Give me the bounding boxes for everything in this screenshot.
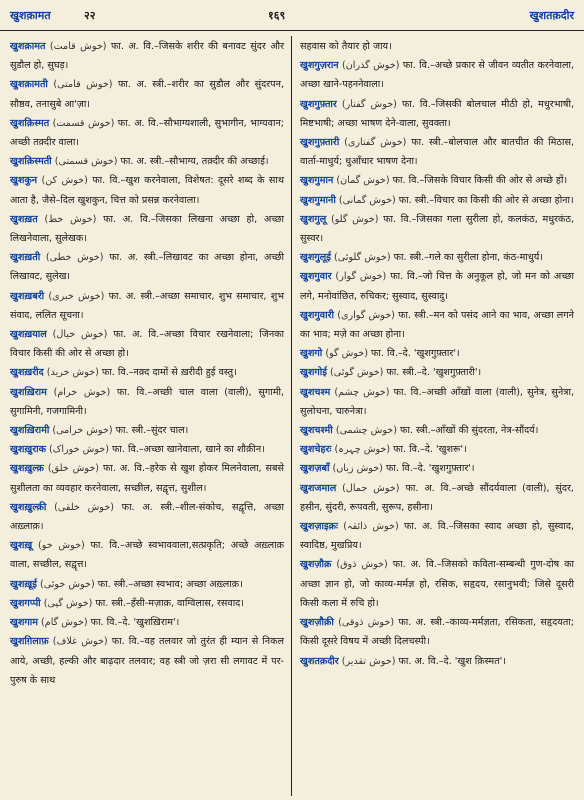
entry-urdu-spelling: (خوش زباں) (329, 463, 386, 475)
dictionary-entry (10, 440, 284, 459)
entry-urdu-spelling: (خوش خو) (32, 540, 91, 552)
entry-headword: खुशक़ामत (10, 41, 46, 52)
entry-urdu-spelling: (خوش جمال) (336, 482, 406, 494)
dictionary-entry (10, 171, 284, 209)
dictionary-entry (300, 613, 574, 651)
entry-urdu-spelling: (خوش خرام) (46, 386, 117, 398)
entry-urdu-spelling: (خوش گوئی) (326, 367, 387, 379)
entry-definition: फा. वि.–जिसका गला सुरीला हो, कलकंठ, मधुरकंठ, सुस्वर। (300, 213, 575, 245)
entry-definition: फा. अ. वि.–अच्छे सौंदर्यवाला (वाली), सुंदर, हसीन, सुंदरी, रूपवती, सुरूप, हसीना। (300, 482, 574, 513)
dictionary-entry (10, 75, 284, 113)
dictionary-entry (300, 517, 574, 555)
entry-definition: फा. स्त्री.–सुंदर चाल। (115, 425, 189, 437)
dictionary-entry (10, 459, 284, 497)
entry-urdu-spelling: (خوش قامت) (45, 41, 111, 52)
entry-headword: खुशक़िस्मती (10, 156, 52, 168)
entry-urdu-spelling: (خوش گمانی) (335, 194, 399, 206)
entry-headword: खुशख़िरामी (10, 425, 50, 437)
entry-definition: फा. अ. वि.–जिसका स्वाद अच्छा हो, सुस्वाद, स्वादिष्ठ, मुखप्रिय। (300, 521, 575, 552)
entry-urdu-spelling: (خوش خوراک) (46, 444, 113, 456)
entry-urdu-spelling: (خوش خلق) (43, 463, 103, 475)
entry-headword: खुशख़िराम (10, 386, 47, 398)
entry-urdu-spelling: (خوش چشم) (330, 386, 394, 398)
entry-definition: फा. अ. स्त्री.–लिखावट का अच्छा होना, अच्छी लिखावट, सुलेख। (10, 252, 285, 283)
entry-urdu-spelling: (خوش ذوقی) (333, 617, 399, 629)
entry-headword: खुशख़ूई (10, 578, 37, 590)
entry-urdu-spelling: (خوش خط) (37, 213, 104, 225)
entry-definition: फा. अ. स्त्री.–शरीर का सुडौल और सुंदरपन, सौष्ठव, तनासुबे आ'ज़ा। (10, 79, 284, 110)
entry-urdu-spelling: (خوش گمان) (333, 175, 393, 187)
header-right-guide-word: खुशतक़दीर (529, 9, 574, 22)
dictionary-entry (10, 594, 284, 613)
entry-headword: खुशगुफ़्तार (300, 98, 337, 110)
entry-headword: खुशज़बाँ (300, 463, 330, 475)
dictionary-entry (300, 421, 574, 440)
entry-headword: खुशख़ू (10, 540, 33, 552)
entry-urdu-spelling: (خوش قامتی) (47, 79, 119, 91)
entry-urdu-spelling: (خوش گفتاری) (339, 137, 412, 149)
left-column (10, 37, 284, 690)
entry-urdu-spelling: (خوش خوئی) (36, 578, 98, 590)
dictionary-entry (10, 114, 284, 152)
entry-definition: फा. अ. वि.–सौभाग्यशाली, सुभागीन, भाग्यवान; अच्छी तक़्दीर वाला। (10, 117, 284, 149)
entry-urdu-spelling: (خوش قسمتی) (51, 156, 121, 168)
entry-definition: फा. वि.–अच्छा खानेवाला, खाने का शौक़ीन। (112, 444, 265, 456)
entry-definition: फा. वि.–जिसकी बोलचाल मीठी हो, मधुरभाषी, मिष्टभाषी; अच्छा भाषण देने-वाला, सुवक्ता। (300, 98, 575, 129)
dictionary-entry (300, 652, 574, 671)
dictionary-entry (300, 56, 574, 94)
dictionary-entry (10, 152, 284, 171)
entry-headword: खुशगुफ़्तारी (300, 137, 340, 149)
dictionary-entry (10, 248, 284, 286)
entry-urdu-spelling: (خوش گو) (322, 348, 372, 360)
dictionary-entry (10, 498, 284, 536)
entry-definition: फा. स्त्री.–बोलचाल और बातचीत की मिठास, वार्ता-माधुर्य; धुआँधार भाषण देना। (300, 137, 575, 168)
entry-urdu-spelling: (خوش قسمت) (49, 117, 118, 129)
entry-headword: खुशख़त (10, 213, 38, 225)
entry-headword: खुशग़िलाफ़ (10, 636, 49, 648)
entry-headword: खुशगुलू (300, 213, 327, 225)
entry-urdu-spelling: (خوش خبری) (44, 290, 109, 302)
entry-headword: खुशगाम (10, 617, 38, 629)
entry-urdu-spelling: (خوش ذوق) (331, 559, 393, 571)
header-left-guide-word: खुशक़ामत (10, 9, 51, 22)
dictionary-entry (10, 421, 284, 440)
entry-definition: फा. अ. स्त्री.–काव्य-मर्मज्ञता, रसिकता, सहृदयता; किसी दूसरे विषय में अच्छी दिलचस्पी। (300, 617, 575, 648)
entry-urdu-spelling: (خوش خیال) (46, 329, 114, 341)
entry-headword: खुशगुलूई (300, 252, 331, 264)
entry-definition: फा. अ. वि.–हरेक से खुश होकर मिलनेवाला, सबसे सुशीलता का व्यवहार करनेवाला, सच्छील, सद्वृत्त, सुशील। (10, 463, 284, 494)
entry-definition: फा. स्त्री.–विचार का किसी की ओर से अच्छा होना। (398, 194, 574, 206)
dictionary-entry (300, 363, 574, 382)
dictionary-entry (300, 440, 574, 459)
entry-headword: खुशकुन (10, 175, 38, 187)
entry-headword: खुशख़ुल्क़ (10, 463, 44, 475)
entry-urdu-spelling: (خوش خطی) (40, 252, 110, 264)
entry-headword: खुशचश्म (300, 386, 331, 398)
entry-headword: खुशख़ती (10, 252, 41, 264)
dictionary-entry (300, 555, 574, 613)
entry-definition: फा. अ. वि.–दे. 'खुश क़िस्मत'। (398, 655, 506, 667)
entry-headword: खुशख़रीद (10, 367, 44, 379)
entry-headword: खुशगप्पी (10, 597, 41, 609)
entry-definition: फा. स्त्री.–दे. 'खुशगुफ़्तारी'। (386, 367, 482, 379)
column-divider (291, 36, 292, 796)
entry-urdu-spelling: (خوش گام) (38, 617, 91, 629)
entry-definition: फा. स्त्री.–अच्छा स्वभाव; अच्छा अख़्लाक़। (97, 578, 243, 590)
entry-headword: खुशख़बरी (10, 290, 45, 302)
entry-definition: फा. वि.–अच्छी आँखों वाला (वाली), सुनेत्र, सुनेत्रा, सुलोचना, चारुनेत्रा। (300, 386, 574, 417)
entry-definition: फा. वि.–अच्छे प्रकार से जीवन व्यतीत करनेवाला, अच्छा खाने-पहननेवाला। (300, 60, 574, 91)
page-header (0, 0, 584, 31)
entry-headword: खुशज़ाइक़ः (300, 521, 338, 533)
entry-urdu-spelling: (خوش خلقی) (46, 501, 122, 513)
entry-headword: खुशगुज़रान (300, 60, 339, 72)
entry-headword: खुशज़ौक़ी (300, 617, 334, 629)
entry-headword: खुशगुमान (300, 175, 334, 187)
entry-definition: फा. स्त्री.–आँखों की सुंदरता, नेत्र-सौंदर्य। (400, 425, 539, 437)
entry-urdu-spelling: (خوش تقدیر) (338, 655, 399, 667)
entry-definition: फा. वि.–दे. 'खुशगुफ़्तार'। (385, 463, 475, 475)
entry-urdu-spelling: (خوش گواری) (334, 309, 399, 321)
entry-headword: खुशगुमानी (300, 194, 336, 206)
entry-definition: फा. वि.–वह तलवार जो तुरंत ही म्यान से निकल आये, अच्छी, हल्की और बाढ़दार तलवार; वह स्त्री जो ज़रा सी लगावट में पर-पुरुष के साथ (10, 636, 284, 686)
entry-urdu-spelling: (خوش خرید) (43, 367, 102, 379)
entry-definition: फा. वि.–अच्छे स्वभाववाला,सत्प्रकृति; अच्छे अख़्लाक़ वाला, सच्छील, सद्वृत्त। (10, 540, 284, 571)
dictionary-entry (300, 95, 574, 133)
entry-urdu-spelling: (خوش گپی) (40, 597, 96, 609)
entry-headword: खुशख़याल (10, 329, 47, 341)
dictionary-entry (10, 363, 284, 382)
dictionary-entry (10, 536, 284, 574)
entry-definition: फा. स्त्री.–हँसी-मज़ाक़, वाग्विलास, रसवाद। (95, 597, 244, 609)
entry-headword: खुशचश्मी (300, 425, 333, 437)
entry-definition: फा. वि.–दे. 'खुशख़िराम'। (90, 617, 180, 629)
dictionary-entry (300, 383, 574, 421)
entry-urdu-spelling: (خوش چشمی) (332, 425, 401, 437)
entry-definition: सहवास को तैयार हो जाय। (300, 41, 392, 52)
entry-definition: फा. वि.–नक़्द दामों से ख़रीदी हुई वस्तु। (101, 367, 237, 379)
dictionary-entry (300, 37, 574, 56)
entry-urdu-spelling: (خوش غلاف) (48, 636, 112, 648)
entry-headword: खुशतक़दीर (300, 655, 339, 667)
dictionary-entry (300, 479, 574, 517)
entry-headword: खुशक़ामती (10, 79, 48, 91)
entry-urdu-spelling: (خوش ذائقہ) (338, 521, 404, 533)
entry-definition: फा. वि.–खुश करनेवाला, विशेषत: दूसरे शब्द के साथ आता है, जैसे–दिल खुशकुन, चित्त को प्रसन्न करनेवाला। (10, 175, 284, 206)
right-column (300, 37, 574, 671)
entry-definition: फा. अ. स्त्री.–शील-संकोच, सद्वृत्ति, अच्छा अख़्लाक़। (10, 501, 284, 533)
entry-definition: फा. वि.–दे. 'खुशगुफ़्तार'। (371, 348, 460, 360)
entry-headword: खुशगोई (300, 367, 327, 379)
entry-urdu-spelling: (خوش چہرہ) (331, 444, 394, 456)
entry-definition: फा. स्त्री.–गले का सुरीला होना, कंठ-माधुर्य। (393, 252, 543, 264)
entry-headword: खुशक़िस्मत (10, 117, 50, 129)
entry-headword: खुशख़ुल्क़ी (10, 501, 47, 513)
entry-urdu-spelling: (خوش خرامی) (49, 425, 116, 437)
dictionary-entry (10, 287, 284, 325)
entry-definition: फा. अ. वि.–अच्छा विचार रखनेवाला; जिनका विचार किसी की ओर से अच्छा हो। (10, 329, 285, 360)
dictionary-entry (10, 383, 284, 421)
entry-definition: फा. स्त्री.–मन को पसंद आने का भाव, अच्छा लगने का भाव; मज़े का अच्छा होना। (300, 309, 574, 341)
entry-headword: खुशचेहरः (300, 444, 332, 456)
entry-definition: फा. वि.–दे. 'खुशरू'। (393, 444, 467, 456)
entry-definition: फा. अ. स्त्री.–अच्छा समाचार, शुभ समाचार, शुभ संवाद, ललित सूचना। (10, 290, 285, 321)
entry-definition: फा. वि.–जो चित्त के अनुकूल हो, जो मन को अच्छा लगे, मनोवांछित, रुचिकर; सुस्वाद, सुस्वादु। (300, 271, 574, 302)
header-page-number: २२ (84, 9, 96, 22)
dictionary-entry (10, 613, 284, 632)
entry-urdu-spelling: (خوش گلو) (326, 213, 384, 225)
dictionary-entry (10, 325, 284, 363)
entry-urdu-spelling: (خوش کن) (37, 175, 93, 187)
entry-headword: खुशजमाल (300, 482, 337, 494)
dictionary-entry (300, 191, 574, 210)
entry-definition: फा. वि.–जिसके विचार किसी की ओर से अच्छे हों। (392, 175, 568, 187)
dictionary-entry (300, 171, 574, 190)
entry-urdu-spelling: (خوش گوار) (331, 271, 391, 283)
dictionary-entry (300, 459, 574, 478)
entry-urdu-spelling: (خوش گذران) (338, 60, 403, 72)
header-center-number: १६९ (268, 9, 286, 22)
dictionary-entry (10, 37, 284, 75)
entry-headword: खुशख़ुराक (10, 444, 46, 456)
entry-definition: फा. अ. स्त्री.–सौभाग्य, तक़्दीर की अच्छाई। (120, 156, 269, 168)
dictionary-entry (300, 248, 574, 267)
entry-definition: फा. वि.–अच्छी चाल वाला (वाली), सुगामी, सुगामिनी, गजगामिनी। (10, 386, 284, 417)
entry-definition: फा. अ. वि.–जिसका लिखना अच्छा हो, अच्छा लिखनेवाला, सुलेखक। (10, 213, 285, 245)
entry-headword: खुशगुवारी (300, 309, 335, 321)
dictionary-entry (300, 344, 574, 363)
entry-headword: खुशगो (300, 348, 323, 360)
dictionary-entry (300, 210, 574, 248)
entry-urdu-spelling: (خوش گفتار) (336, 98, 402, 110)
dictionary-entry (10, 632, 284, 690)
dictionary-entry (300, 267, 574, 305)
dictionary-entry (10, 210, 284, 248)
dictionary-entry (300, 133, 574, 171)
dictionary-entry (10, 575, 284, 594)
entry-definition: फा. अ. वि.–जिसके शरीर की बनावट सुंदर और सुडौल हो, सुघड़। (10, 41, 284, 72)
dictionary-entry (300, 306, 574, 344)
entry-headword: खुशज़ौक़ (300, 559, 332, 571)
entry-urdu-spelling: (خوش گلوئی) (331, 252, 394, 264)
entry-headword: खुशगुवार (300, 271, 332, 283)
entry-definition: फा. अ. वि.–जिसको कविता-सम्बन्धी गुण-दोष का अच्छा ज्ञान हो, जो काव्य-मर्मज्ञ हो, रसिक, सहृदय, रसानुभवी; जिसे दूसरी किसी कला में रुचि हो। (300, 559, 574, 609)
